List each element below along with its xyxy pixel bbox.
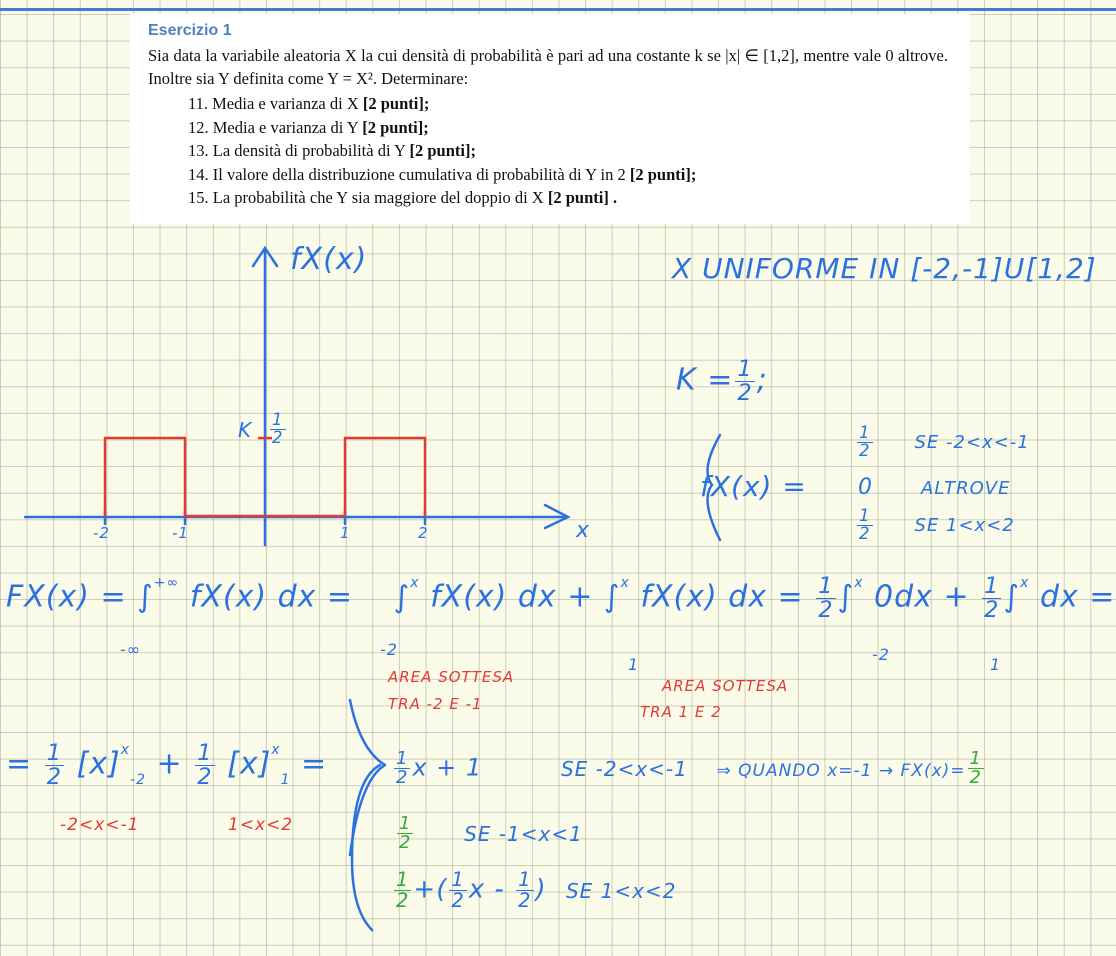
cdf-case-2: $\frac{1}{2}$ SE -1<x<1 [399, 813, 583, 853]
item-text: 11. Media e varianza di X [188, 94, 363, 113]
note-area-1a: AREA SOTTESA [388, 668, 515, 686]
density-right-block [345, 438, 425, 517]
cdf-lim-lower: 1 [628, 655, 640, 674]
fx-case-3: $\frac{1}{2}$ SE 1<x<2 [859, 506, 1015, 543]
item-text: 14. Il valore della distribuzione cumulativa di probabilità di Y in 2 [188, 164, 630, 184]
tick-label: -2 [93, 524, 110, 542]
cond-red-1: -2<x<-1 [60, 815, 140, 835]
note-uniform: X UNIFORME IN [-2,-1]U[1,2] [672, 252, 1097, 285]
item-text: 12. Media e varianza di Y [188, 117, 363, 137]
note-area-2a: AREA SOTTESA [662, 677, 789, 695]
exercise-intro: Sia data la variabile aleatoria X la cui densità di probabilità è pari ad una costante k se |x| ∈ [1,2], mentre vale 0 altrove. Inoltre sia Y definita come Y = X². Determinare: [148, 46, 948, 88]
note-area-1b: TRA -2 E -1 [388, 695, 483, 713]
cdf-expression: FX(x) = ∫+∞ fX(x) dx = ∫$^x$ fX(x) dx + ∫$^x$ fX(x) dx = $\frac{1}{2}$ ∫$^x$ 0dx + $\frac{1}{2}$ ∫$^x$ dx = [6, 573, 1116, 623]
cdf-lim-lower: 1 [990, 655, 1002, 674]
fx-lhs: fX(x) = [700, 470, 807, 503]
graph-k-value: $\frac{1}{2}$ [272, 410, 284, 447]
item-points: [2 punti]; [362, 117, 429, 137]
item-points: [2 punti]; [629, 164, 697, 184]
tick-label: 1 [340, 524, 351, 542]
exercise-title: Esercizio 1 [148, 22, 232, 39]
cdf-lim-lower: -2 [872, 645, 890, 664]
graph-xlabel: x [576, 518, 591, 543]
cdf-case-3: $\frac{1}{2}$ +( $\frac{1}{2}$ x - $\frac{1}{2}$ ) SE 1<x<2 [396, 868, 677, 912]
density-left-block [105, 438, 185, 517]
item-points: [2 punti] . [547, 188, 618, 207]
graph-ylabel: fX(x) [290, 242, 368, 277]
cond-red-2: 1<x<2 [228, 815, 294, 835]
item-text: 13. La densità di probabilità di Y [188, 141, 410, 160]
item-points: [2 punti]; [409, 141, 476, 160]
item-points: [2 punti]; [362, 94, 430, 113]
cdf-case-1: $\frac{1}{2}$ x + 1 SE -2<x<-1 ⇒ QUANDO x=-1 → FX(x)= $\frac{1}{2}$ [396, 748, 982, 788]
fx-case-2: 0 ALTROVE [858, 475, 1011, 500]
result-expression: = $\frac{1}{2}$ $[x]^x-2$ + $\frac{1}{2}$ $[x]^x1$ = [6, 740, 328, 790]
tick-label: 2 [418, 524, 429, 542]
item-text: 15. La probabilità che Y sia maggiore del doppio di X [188, 188, 548, 207]
tick-label: -1 [172, 524, 189, 542]
fx-case-1: $\frac{1}{2}$ SE -2<x<-1 [859, 423, 1030, 460]
cdf-lim-lower: -∞ [120, 640, 142, 659]
note-area-2b: TRA 1 E 2 [640, 703, 722, 721]
cdf-lim-lower: -2 [380, 640, 398, 659]
graph-k-label: K [238, 418, 253, 442]
note-k: K = $\frac{1}{2}$ ; [676, 356, 768, 406]
